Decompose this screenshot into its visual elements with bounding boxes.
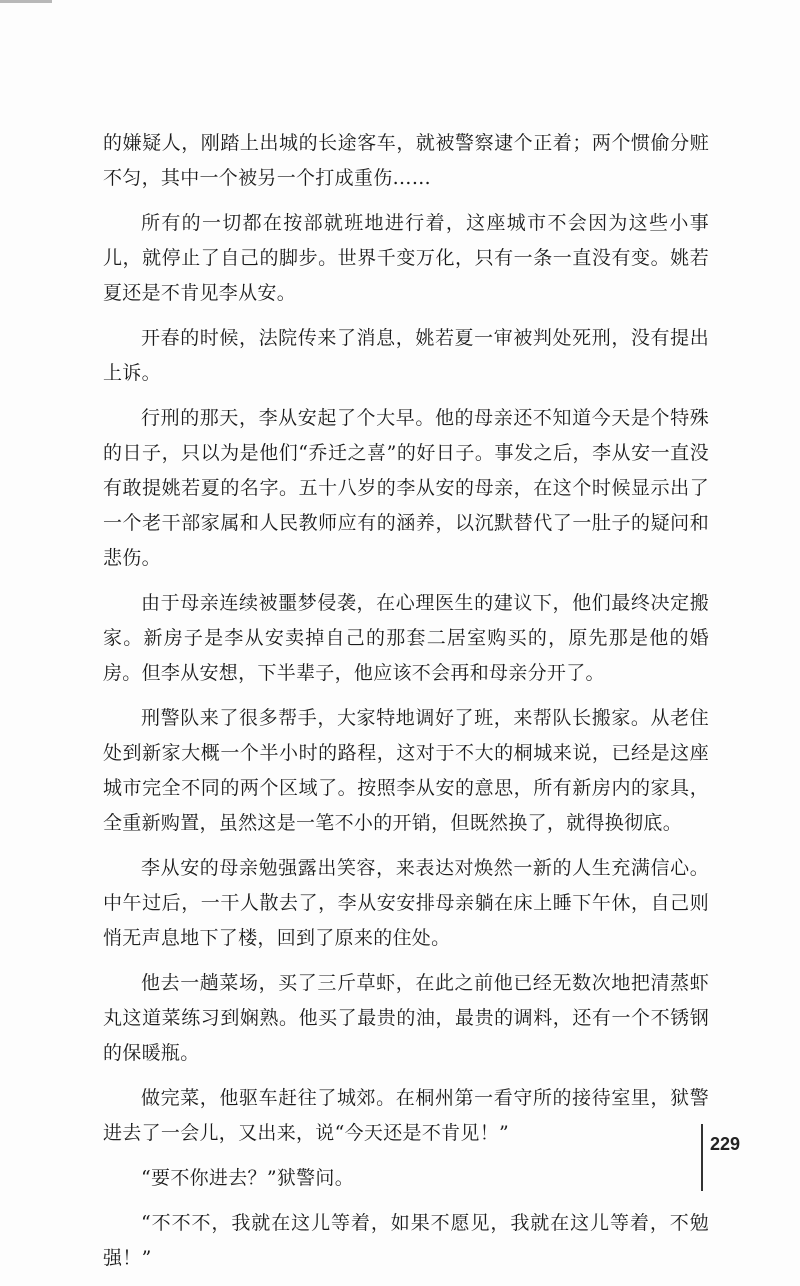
paragraph: 他去一趟菜场，买了三斤草虾，在此之前他已经无数次地把清蒸虾丸这道菜练习到娴熟。他买了最贵的油，最贵的调料，还有一个不锈钢的保暖瓶。 xyxy=(103,972,709,1064)
scan-edge-mark xyxy=(0,0,52,3)
paragraph: 的嫌疑人，刚踏上出城的长途客车，就被警察逮个正着；两个惯偷分赃不匀，其中一个被另一个打成重伤…… xyxy=(103,132,709,189)
page-number: 229 xyxy=(710,1134,741,1154)
paragraph: 所有的一切都在按部就班地进行着，这座城市不会因为这些小事儿，就停止了自己的脚步。世界千变万化，只有一条一直没有变。姚若夏还是不肯见李从安。 xyxy=(103,212,709,304)
page-number-rule xyxy=(701,1124,703,1191)
paragraph: 由于母亲连续被噩梦侵袭，在心理医生的建议下，他们最终决定搬家。新房子是李从安卖掉自己的那套二居室购买的，原先那是他的婚房。但李从安想，下半辈子，他应该不会再和母亲分开了。 xyxy=(103,592,709,684)
paragraph: “不不不，我就在这儿等着，如果不愿见，我就在这儿等着，不勉强！” xyxy=(103,1212,709,1269)
paragraph: 开春的时候，法院传来了消息，姚若夏一审被判处死刑，没有提出上诉。 xyxy=(103,327,709,384)
paragraph: 刑警队来了很多帮手，大家特地调好了班，来帮队长搬家。从老住处到新家大概一个半小时的路程，这对于不大的桐城来说，已经是这座城市完全不同的两个区域了。按照李从安的意思，所有新房内的家具，全重新购置，虽然这是一笔不小的开销，但既然换了，就得换彻底。 xyxy=(103,707,709,834)
page-body xyxy=(103,126,709,1286)
paragraph: 做完菜，他驱车赶往了城郊。在桐州第一看守所的接待室里，狱警进去了一会儿，又出来，说“今天还是不肯见！” xyxy=(103,1087,709,1144)
paragraph: 李从安的母亲勉强露出笑容，来表达对焕然一新的人生充满信心。中午过后，一干人散去了，李从安安排母亲躺在床上睡下午休，自己则悄无声息地下了楼，回到了原来的住处。 xyxy=(103,857,709,949)
paragraph: “要不你进去？”狱警问。 xyxy=(141,1167,355,1189)
paragraph: 行刑的那天，李从安起了个大早。他的母亲还不知道今天是个特殊的日子，只以为是他们“乔迁之喜”的好日子。事发之后，李从安一直没有敢提姚若夏的名字。五十八岁的李从安的母亲，在这个时候显示出了一个老干部家属和人民教师应有的涵养，以沉默替代了一肚子的疑问和悲伤。 xyxy=(103,407,709,569)
